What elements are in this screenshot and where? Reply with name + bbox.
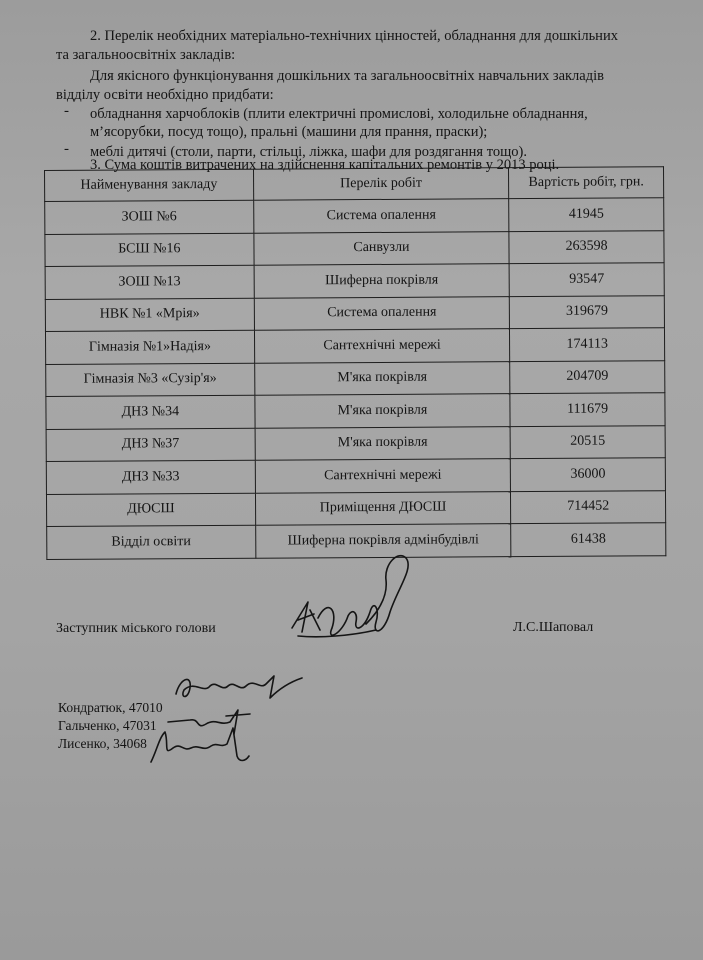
bullet-1-line1: обладнання харчоблоків (плити електричні промислові, холодильне обладнання, — [90, 106, 588, 122]
institution-cell: БСШ №16 — [45, 233, 254, 267]
works-cell: Сантехнічні мережі — [254, 329, 510, 363]
table-row — [45, 230, 664, 266]
cost-cell: 263598 — [509, 230, 664, 263]
table-row — [46, 490, 665, 526]
contact-line: Лисенко, 34068 — [58, 736, 147, 751]
section2-intro-line2: відділу освіти необхідно придбати: — [56, 87, 274, 103]
signatory-name: Л.С.Шаповал — [513, 620, 594, 635]
cost-cell: 41945 — [509, 198, 664, 231]
institution-cell: ЗОШ №6 — [45, 200, 254, 234]
section3-heading: 3. Сума коштів витрачених на здійснення капітальних ремонтів у 2013 році. — [90, 157, 560, 173]
institution-cell: ДНЗ №34 — [46, 395, 255, 429]
bullet-marker: - — [64, 141, 69, 157]
institution-cell: ДНЗ №33 — [46, 460, 255, 494]
works-cell: М'яка покрівля — [255, 394, 511, 428]
works-cell: Сантехнічні мережі — [255, 459, 511, 493]
institution-cell: Гімназія №3 «Сузір'я» — [46, 363, 255, 397]
institution-cell: НВК №1 «Мрія» — [45, 298, 254, 332]
bullet-1-line2: м’ясорубки, посуд тощо), пральні (машини для прання, праски); — [90, 124, 488, 140]
works-cell: М'яка покрівля — [255, 426, 511, 460]
works-cell: Приміщення ДЮСШ — [255, 491, 511, 525]
institution-cell: Гімназія №1»Надія» — [45, 330, 254, 364]
cost-cell: 20515 — [510, 425, 665, 458]
section2-heading-line2: та загальноосвітніх закладів: — [56, 47, 236, 63]
signatory-position: Заступник міського голови — [56, 621, 216, 636]
cost-cell: 204709 — [510, 360, 665, 393]
section2-heading-line1: 2. Перелік необхідних матеріально-технічних цінностей, обладнання для дошкільних — [90, 28, 618, 44]
table-row — [45, 198, 664, 234]
cost-cell: 111679 — [510, 393, 665, 426]
contact-signature — [145, 722, 255, 770]
table-row — [46, 360, 665, 396]
contact-line: Кондратюк, 47010 — [58, 700, 163, 715]
institution-cell: ДЮСШ — [46, 493, 255, 527]
works-cell: Система опалення — [254, 296, 510, 330]
contact-line: Гальченко, 47031 — [58, 718, 157, 733]
bullet-2-line1: меблі дитячі (столи, парти, стільці, ліжка, шафи для роздягання тощо). — [90, 144, 527, 160]
table-row — [45, 328, 664, 364]
column-header-institution: Найменування закладу — [45, 169, 254, 201]
works-cell: М'яка покрівля — [254, 361, 510, 395]
works-cell: Санвузли — [254, 231, 510, 265]
table-row — [46, 393, 665, 429]
section2-intro-line1: Для якісного функціонування дошкільних та загальноосвітніх навчальних закладів — [90, 68, 604, 84]
works-cell: Шиферна покрівля — [254, 264, 510, 298]
cost-cell: 61438 — [511, 523, 666, 556]
cost-cell: 93547 — [509, 263, 664, 296]
institution-cell: Відділ освіти — [47, 525, 256, 559]
cost-cell: 36000 — [511, 458, 666, 491]
table-header-row — [45, 167, 664, 202]
repairs-table — [44, 166, 666, 559]
institution-cell: ЗОШ №13 — [45, 265, 254, 299]
table-row — [45, 263, 664, 299]
works-cell: Система опалення — [253, 199, 509, 233]
cost-cell: 714452 — [511, 490, 666, 523]
column-header-cost: Вартість робіт, грн. — [509, 167, 664, 199]
signature — [280, 550, 430, 660]
table-row — [46, 425, 665, 461]
column-header-works: Перелік робіт — [253, 168, 509, 201]
institution-cell: ДНЗ №37 — [46, 428, 255, 462]
works-cell: Шиферна покрівля адмінбудівлі — [255, 524, 511, 558]
table-row — [46, 458, 665, 494]
bullet-marker: - — [64, 103, 69, 119]
table-row — [45, 295, 664, 331]
cost-cell: 174113 — [510, 328, 665, 361]
cost-cell: 319679 — [510, 295, 665, 328]
